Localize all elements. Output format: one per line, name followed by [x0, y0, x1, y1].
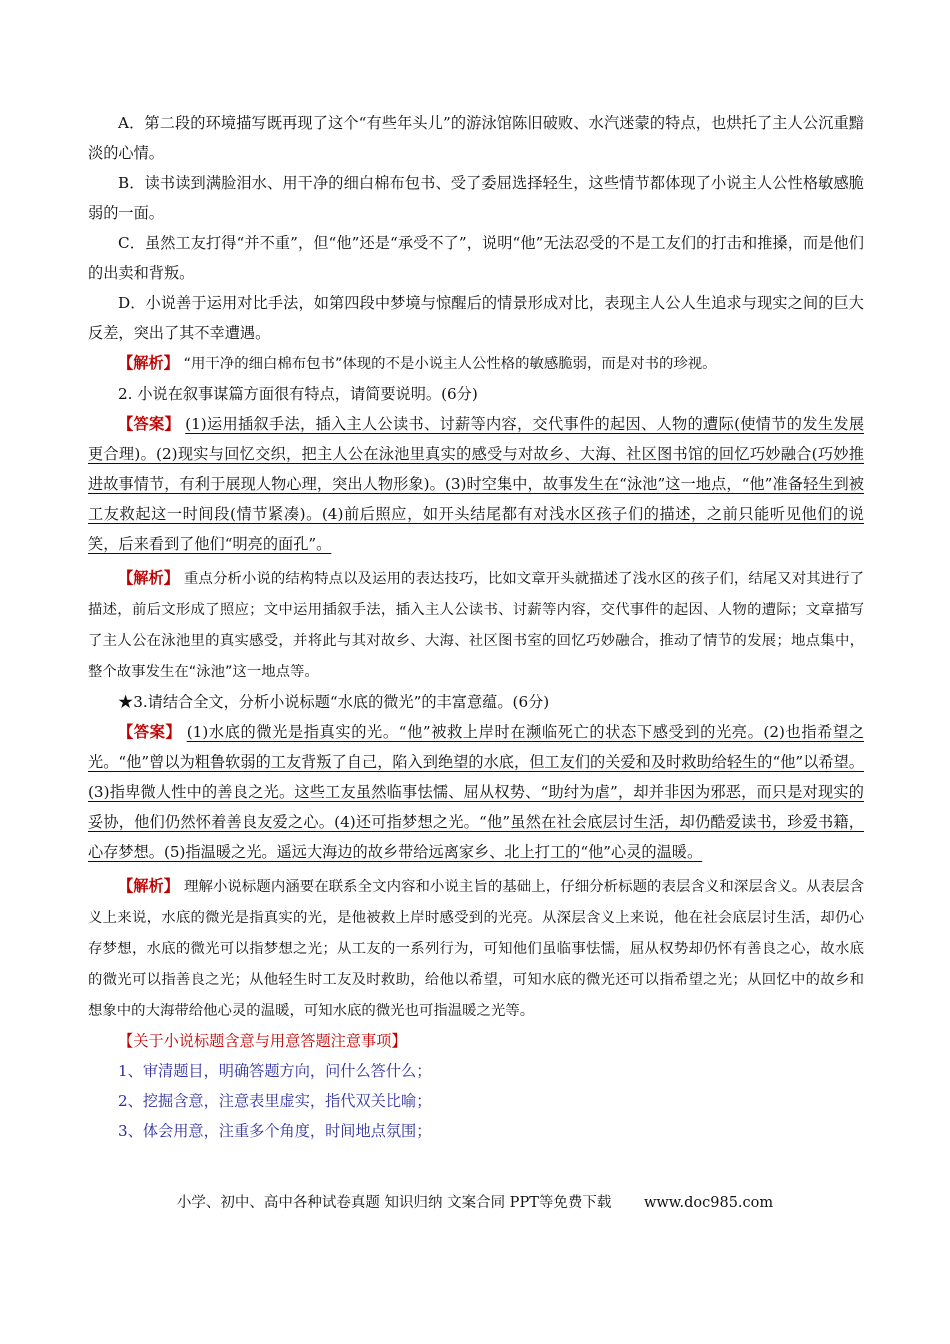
- option-c: C．虽然工友打得“并不重”，但“他”还是“承受不了”，说明“他”无法忍受的不是工友们的打击和推搡，而是他们的出卖和背叛。: [88, 234, 864, 282]
- tips-item-1: 1、审清题目，明确答题方向，问什么答什么；: [118, 1062, 432, 1080]
- footer-text: 小学、初中、高中各种试卷真题 知识归纳 文案合同 PPT等免费下载: [176, 1195, 612, 1211]
- footer-url[interactable]: www.doc985.com: [643, 1195, 774, 1211]
- answer-tag: 【答案】: [118, 415, 181, 433]
- answer-text: (1)水底的微光是指真实的光。“他”被救上岸时在濒临死亡的状态下感受到的光亮。(2)也指希望之光。“他”曾以为粗鲁软弱的工友背叛了自己，陷入到绝望的水底，但工友们的关爱和及时救助给轻生的“他”以希望。(3)指卑微人性中的善良之光。这些工友虽然临事怯懦、屈从权势、“助纣为虐”，却并非因为邪恶，而只是对现实的妥协，他们仍然怀着善良友爱之心。(4)还可指梦想之光。“他”虽然在社会底层讨生活，却仍酷爱读书，珍爱书籍，心存梦想。(5)指温暖之光。遥远大海边的故乡带给远离家乡、北上打工的“他”心灵的温暖。: [88, 723, 865, 861]
- q3-answer: [88, 717, 864, 867]
- page-footer: [0, 1191, 950, 1212]
- option-d: D．小说善于运用对比手法，如第四段中梦境与惊醒后的情景形成对比，表现主人公人生追求与现实之间的巨大反差，突出了其不幸遭遇。: [88, 294, 864, 342]
- analysis-text: “用干净的细白棉布包书”体现的不是小说主人公性格的敏感脆弱，而是对书的珍视。: [183, 356, 717, 372]
- option-b: B．读书读到满脸泪水、用干净的细白棉布包书、受了委屈选择轻生，这些情节都体现了小说主人公性格敏感脆弱的一面。: [88, 174, 864, 222]
- analysis-tag: 【解析】: [118, 569, 180, 587]
- answer-tag: 【答案】: [118, 723, 182, 741]
- q2-answer: [88, 409, 864, 559]
- option-a: A．第二段的环境描写既再现了这个“有些年头儿”的游泳馆陈旧破败、水汽迷蒙的特点，也烘托了主人公沉重黯淡的心情。: [88, 114, 864, 162]
- analysis-tag: 【解析】: [118, 877, 180, 895]
- q1-analysis: [88, 348, 864, 379]
- document-body: [88, 108, 864, 1146]
- question-2: 2. 小说在叙事谋篇方面很有特点，请简要说明。(6分): [118, 385, 478, 403]
- q3-analysis: [88, 871, 864, 1026]
- q2-analysis: [88, 563, 864, 687]
- tips-item-3: 3、体会用意，注重多个角度，时间地点氛围；: [118, 1122, 432, 1140]
- answer-text: (1)运用插叙手法，插入主人公读书、讨薪等内容，交代事件的起因、人物的遭际(使情节的发生发展更合理)。(2)现实与回忆交织，把主人公在泳池里真实的感受与对故乡、大海、社区图书馆的回忆巧妙融合(巧妙推进故事情节，有利于展现人物心理，突出人物形象)。(3)时空集中，故事发生在“泳池”这一地点，“他”准备轻生到被工友救起这一时间段(情节紧凑)。(4)前后照应，如开头结尾都有对浅水区孩子们的描述，之前只能听见他们的说笑，后来看到了他们“明亮的面孔”。: [88, 415, 865, 553]
- question-3: ★3.请结合全文，分析小说标题“水底的微光”的丰富意蕴。(6分): [118, 693, 550, 711]
- analysis-text: 理解小说标题内涵要在联系全文内容和小说主旨的基础上，仔细分析标题的表层含义和深层含义。从表层含义上来说，水底的微光是指真实的光，是他被救上岸时感受到的光亮。从深层含义上来说，他在社会底层讨生活，却仍心存梦想，水底的微光可以指梦想之光；从工友的一系列行为，可知他们虽临事怯懦，屈从权势却仍怀有善良之心，故水底的微光可以指善良之光；从他轻生时工友及时救助，给他以希望，可知水底的微光还可以指希望之光；从回忆中的故乡和想象中的大海带给他心灵的温暖，可知水底的微光也可指温暖之光等。: [88, 879, 865, 1019]
- analysis-text: 重点分析小说的结构特点以及运用的表达技巧，比如文章开头就描述了浅水区的孩子们，结尾又对其进行了描述，前后文形成了照应；文中运用插叙手法，插入主人公读书、讨薪等内容，交代事件的起因、人物的遭际；文章描写了主人公在泳池里的真实感受，并将此与其对故乡、大海、社区图书室的回忆巧妙融合，推动了情节的发展；地点集中，整个故事发生在“泳池”这一地点等。: [88, 571, 865, 680]
- analysis-tag: 【解析】: [118, 354, 179, 372]
- tips-item-2: 2、挖掘含意，注意表里虚实，指代双关比喻；: [118, 1092, 432, 1110]
- tips-heading: 【关于小说标题含意与用意答题注意事项】: [118, 1032, 407, 1050]
